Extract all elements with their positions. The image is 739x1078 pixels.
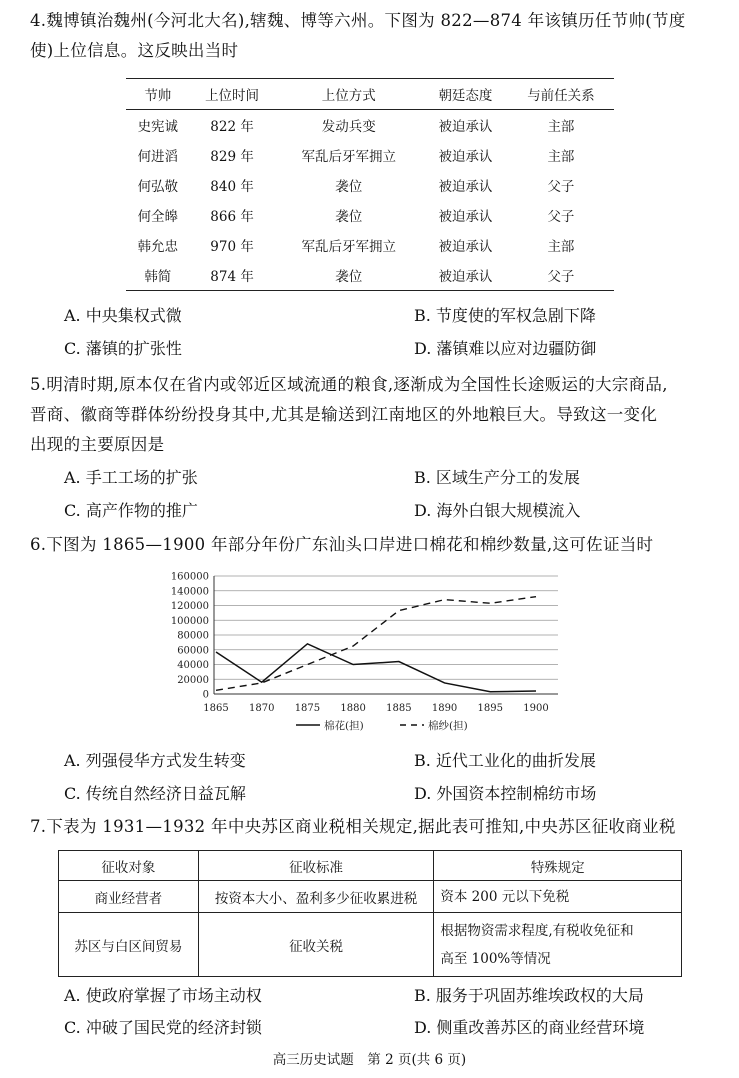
- table-cell: 按资本大小、盈利多少征收累进税: [198, 881, 434, 913]
- chart-legend: [296, 719, 468, 732]
- q5-option-a[interactable]: A. 手工工场的扩张: [64, 468, 198, 487]
- x-tick-label: 1875: [294, 703, 321, 714]
- table-cell: 父子: [547, 269, 575, 285]
- q4-table-header: [126, 79, 614, 110]
- q4-table: [126, 78, 614, 291]
- chart-grid: [214, 576, 558, 694]
- table-row: [126, 110, 614, 141]
- table-row: [59, 913, 682, 977]
- table-cell: 840 年: [210, 179, 254, 195]
- table-cell: 被迫承认: [438, 149, 493, 165]
- q4-stem: [30, 6, 720, 66]
- y-tick-label: 160000: [170, 571, 209, 583]
- q7-header-cell: 特殊规定: [434, 851, 682, 881]
- q7-header-cell: 征收对象: [59, 851, 199, 881]
- q7-stem: [30, 812, 720, 842]
- chart-series: [216, 597, 536, 692]
- line-chart: [150, 566, 570, 741]
- table-cell: 史宪诚: [137, 119, 179, 135]
- table-cell: [434, 913, 682, 977]
- table-row: [126, 140, 614, 170]
- legend-label: 棉纱(担): [428, 720, 468, 732]
- table-cell: 主部: [547, 119, 575, 135]
- y-tick-label: 120000: [170, 601, 209, 612]
- x-tick-label: 1890: [431, 703, 458, 714]
- table-row: [126, 170, 614, 200]
- q7-option-b[interactable]: B. 服务于巩固苏维埃政权的大局: [414, 986, 644, 1005]
- table-cell: 主部: [547, 149, 575, 165]
- q4-option-b[interactable]: B. 节度使的军权急剧下降: [414, 306, 596, 325]
- table-cell: 被迫承认: [438, 239, 493, 255]
- table-cell: 资本 200 元以下免税: [434, 881, 682, 913]
- q4-stem-line1: 4.魏博镇治魏州(今河北大名),辖魏、博等六州。下图为 822—874 年该镇历任节帅(节度: [30, 11, 686, 30]
- q6-stem-line1: 6.下图为 1865—1900 年部分年份广东汕头口岸进口棉花和棉纱数量,这可佐证当时: [30, 535, 654, 554]
- page-footer: 高三历史试题 第 2 页(共 6 页): [272, 1052, 467, 1068]
- x-tick-label: 1865: [203, 703, 229, 714]
- q4-header-cell: 上位方式: [321, 88, 376, 104]
- q5-stem: [30, 370, 720, 460]
- q7-option-d[interactable]: D. 侧重改善苏区的商业经营环境: [414, 1018, 645, 1037]
- x-tick-label: 1885: [386, 703, 412, 714]
- table-cell: 韩允忠: [137, 239, 179, 255]
- table-row: [126, 230, 614, 260]
- table-cell: 主部: [547, 239, 575, 255]
- table-cell: 被迫承认: [438, 269, 493, 285]
- y-tick-label: 80000: [177, 630, 209, 642]
- y-tick-label: 40000: [177, 660, 209, 671]
- y-tick-label: 100000: [170, 615, 209, 627]
- q7-stem-line1: 7.下表为 1931—1932 年中央苏区商业税相关规定,据此表可推知,中央苏区征收商业税: [30, 817, 676, 836]
- table-cell-line: 根据物资需求程度,有税收免征和: [440, 922, 634, 939]
- table-cell: 被迫承认: [438, 119, 493, 135]
- y-tick-label: 0: [202, 689, 209, 701]
- table-cell: 970 年: [210, 239, 254, 255]
- table-cell-line: 高至 100%等情况: [440, 950, 551, 967]
- q6-stem: [30, 530, 720, 560]
- table-cell: 发动兵变: [321, 119, 376, 135]
- q7-table-header: [59, 851, 682, 881]
- series-line: [216, 597, 536, 691]
- q7-option-c[interactable]: C. 冲破了国民党的经济封锁: [64, 1018, 262, 1037]
- table-cell: 苏区与白区间贸易: [59, 913, 199, 977]
- x-tick-label: 1870: [248, 703, 275, 714]
- table-row: [126, 260, 614, 291]
- table-cell: 袭位: [335, 179, 363, 195]
- q6-option-c[interactable]: C. 传统自然经济日益瓦解: [64, 784, 246, 803]
- q7-option-a[interactable]: A. 使政府掌握了市场主动权: [64, 986, 262, 1005]
- x-tick-label: 1900: [523, 703, 549, 714]
- table-cell: 866 年: [210, 209, 254, 225]
- table-cell: 被迫承认: [438, 179, 493, 195]
- table-cell: 829 年: [210, 149, 254, 165]
- table-cell: 父子: [547, 179, 575, 195]
- q5-stem-line3: 出现的主要原因是: [30, 435, 165, 454]
- table-cell: 韩简: [144, 269, 172, 285]
- legend-label: 棉花(担): [324, 720, 364, 732]
- x-tick-label: 1880: [340, 703, 366, 714]
- q5-stem-line1: 5.明清时期,原本仅在省内或邻近区域流通的粮食,逐渐成为全国性长途贩运的大宗商品,: [30, 375, 668, 394]
- table-cell: 军乱后牙军拥立: [301, 239, 396, 255]
- q5-option-b[interactable]: B. 区域生产分工的发展: [414, 468, 580, 487]
- table-cell: 何进滔: [137, 149, 179, 165]
- table-cell: 袭位: [335, 209, 363, 225]
- q4-option-c[interactable]: C. 藩镇的扩张性: [64, 339, 182, 358]
- y-tick-label: 140000: [170, 586, 209, 598]
- table-cell: 父子: [547, 209, 575, 225]
- y-tick-label: 20000: [177, 674, 209, 686]
- chart-y-ticks: [171, 572, 209, 701]
- q7-table: [58, 850, 682, 977]
- table-cell: 军乱后牙军拥立: [301, 149, 396, 165]
- table-cell: 征收关税: [198, 913, 434, 977]
- chart-x-ticks: [203, 703, 548, 714]
- q6-option-a[interactable]: A. 列强侵华方式发生转变: [64, 751, 246, 770]
- q4-header-cell: 节帅: [144, 88, 172, 104]
- table-cell: 何弘敬: [137, 179, 179, 195]
- table-row: [126, 200, 614, 230]
- table-cell: 袭位: [335, 269, 363, 285]
- table-cell: 商业经营者: [59, 881, 199, 913]
- q5-option-c[interactable]: C. 高产作物的推广: [64, 501, 198, 520]
- series-line: [216, 644, 536, 692]
- q6-option-b[interactable]: B. 近代工业化的曲折发展: [414, 751, 596, 770]
- q4-header-cell: 与前任关系: [527, 88, 595, 104]
- table-row: [59, 881, 682, 913]
- q4-stem-line2: 使)上位信息。这反映出当时: [30, 41, 239, 60]
- q4-header-cell: 朝廷态度: [438, 88, 493, 104]
- q7-header-cell: 征收标准: [198, 851, 434, 881]
- q6-option-d[interactable]: D. 外国资本控制棉纺市场: [414, 784, 597, 803]
- table-cell: 874 年: [210, 269, 254, 285]
- y-tick-label: 60000: [177, 645, 209, 657]
- q5-option-d[interactable]: D. 海外白银大规模流入: [414, 501, 581, 520]
- q4-header-cell: 上位时间: [205, 88, 260, 104]
- q4-option-a[interactable]: A. 中央集权式微: [64, 306, 182, 325]
- q4-option-d[interactable]: D. 藩镇难以应对边疆防御: [414, 339, 597, 358]
- table-cell: 何全皞: [137, 209, 179, 225]
- q6-chart: [150, 566, 570, 741]
- table-cell: 822 年: [210, 119, 254, 135]
- table-cell: 被迫承认: [438, 209, 493, 225]
- q5-stem-line2: 晋商、徽商等群体纷纷投身其中,尤其是输送到江南地区的外地粮巨大。导致这一变化: [30, 405, 658, 424]
- x-tick-label: 1895: [477, 703, 504, 714]
